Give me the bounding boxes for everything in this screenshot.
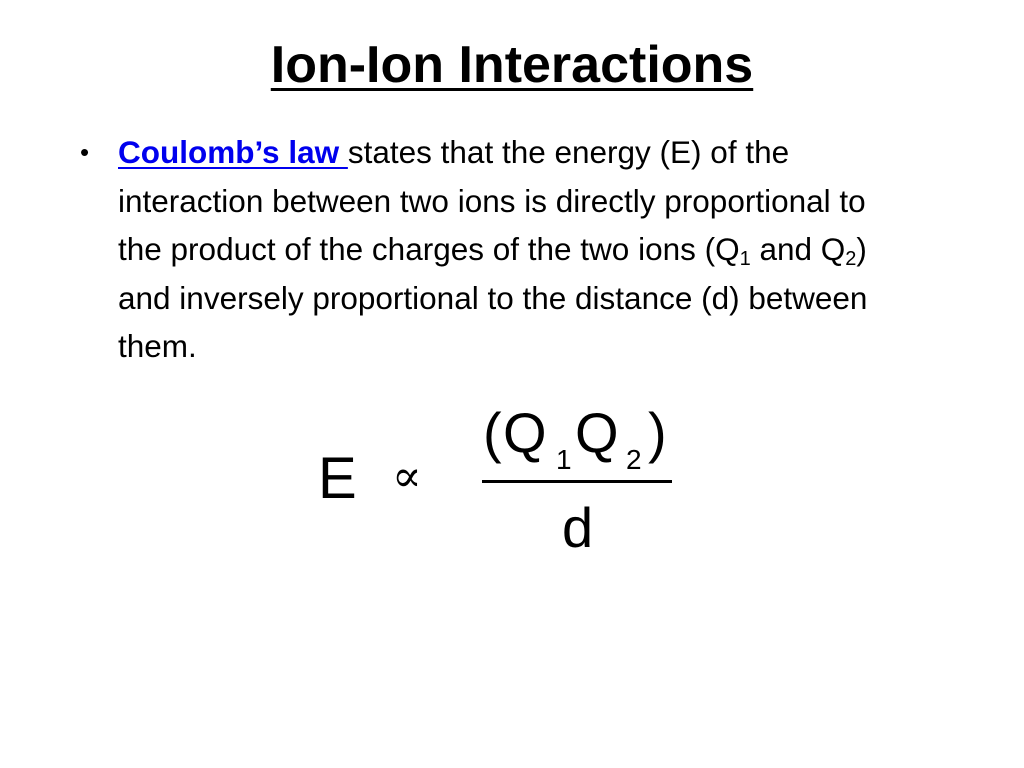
numerator-q2: Q — [575, 401, 619, 464]
numerator-q1: Q — [503, 401, 547, 464]
bullet-text-part1: states that the energy (E) of the interaction between two ions is directly proportional to the product of the charges of the two ions (Q — [118, 134, 866, 267]
charge-subscript-1: 1 — [739, 248, 751, 270]
proportional-symbol: ∝ — [392, 451, 422, 502]
slide-title — [0, 30, 1024, 100]
fraction-bar — [482, 480, 672, 483]
bullet-list — [80, 128, 910, 371]
charge-subscript-2: 2 — [845, 248, 857, 270]
formula-energy: E — [318, 446, 357, 511]
bullet-text-part2: and Q — [750, 231, 846, 267]
numerator-open-paren: ( — [483, 401, 502, 464]
bullet-glyph: • — [80, 137, 90, 167]
slide-title-text: Ion-Ion Interactions — [270, 36, 754, 94]
coulombs-law-link[interactable]: Coulomb’s law — [118, 134, 348, 170]
bullet-item — [80, 128, 910, 371]
numerator-subscript-2: 2 — [626, 444, 642, 475]
numerator-close-paren: ) — [648, 401, 667, 464]
bullet-text-part3: ) and inversely proportional to the distance (d) between them. — [118, 231, 868, 364]
denominator-distance: d — [562, 496, 594, 559]
numerator-subscript-1: 1 — [556, 444, 572, 475]
